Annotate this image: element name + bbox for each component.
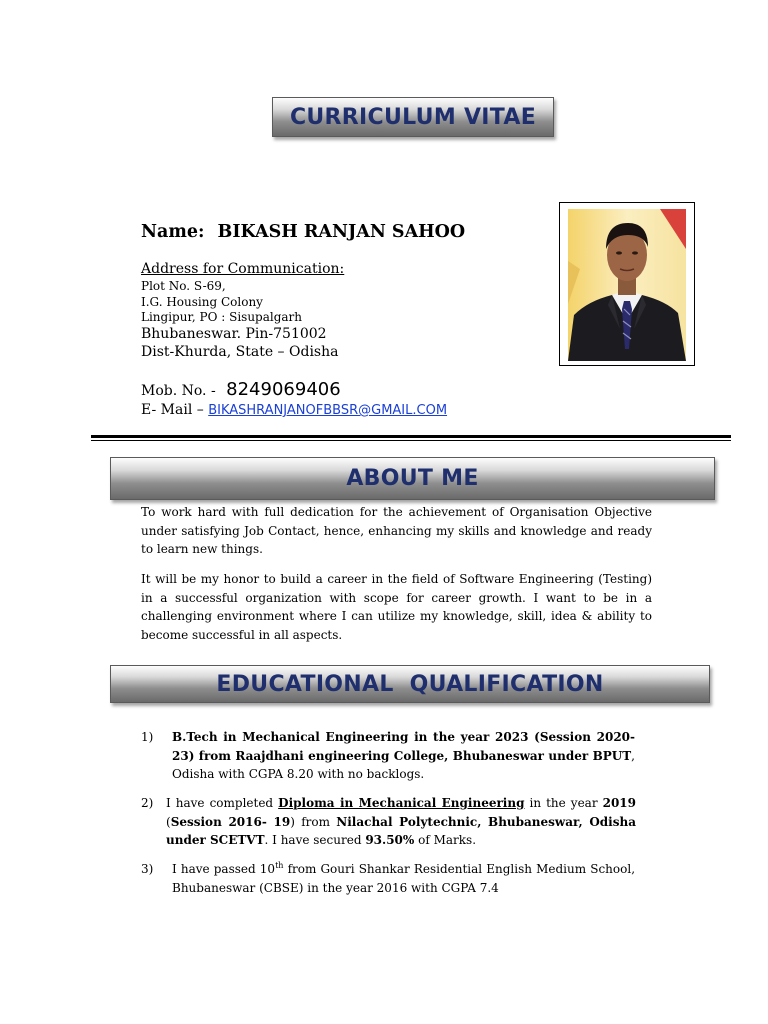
about-paragraph-1: To work hard with full dedication for the achievement of Organisation Objective under satisfying Job Contact, hence, enhancing my skills and knowledge and ready to learn new things. <box>141 505 652 556</box>
mobile-number: 8249069406 <box>226 379 341 400</box>
degree-btech-detail: , Odisha with CGPA 8.20 with no backlogs. <box>172 748 635 781</box>
address-line-state: Dist-Khurda, State – Odisha <box>141 344 339 360</box>
cv-title-banner <box>272 97 554 137</box>
diploma-session: Session 2016- 19 <box>170 814 291 829</box>
education-text <box>172 860 635 897</box>
about-banner <box>110 457 715 500</box>
email-label: E- Mail – <box>141 402 204 418</box>
list-number: 1) <box>141 730 154 744</box>
list-number: 3) <box>141 862 154 876</box>
address-line: I.G. Housing Colony <box>141 295 263 309</box>
diploma-score: 93.50% <box>365 833 415 847</box>
list-number: 2) <box>141 796 154 810</box>
diploma-year: 2019 <box>602 796 637 810</box>
text-fragment: ( <box>166 814 171 829</box>
text-fragment: in the year <box>524 796 603 810</box>
address-line-city: Bhubaneswar. Pin-751002 <box>141 326 327 342</box>
cv-title: CURRICULUM VITAE <box>289 104 537 130</box>
degree-btech: B.Tech in Mechanical Engineering in the year 2023 (Session 2020-23) from Raajdhani engineering College, Bhubaneswar under BPUT <box>172 730 635 763</box>
candidate-name: BIKASH RANJAN SAHOO <box>217 222 466 242</box>
about-paragraph-2: It will be my honor to build a career in the field of Software Engineering (Testing) in a successful organization with scope for career growth. I want to be in a challenging environment where I can utilize my knowledge, skill, idea & ability to become successful in all aspects. <box>141 572 652 642</box>
address-line: Lingipur, PO : Sisupalgarh <box>141 310 303 324</box>
text-fragment: I have passed 10 <box>172 862 276 876</box>
diploma-college: Nilachal Polytechnic, Bhubaneswar, Odisha under SCETVT <box>166 814 636 847</box>
diploma-name: Diploma in Mechanical Engineering <box>278 796 525 810</box>
profile-photo <box>568 209 686 361</box>
name-label: Name: <box>141 222 205 242</box>
section-divider-thin <box>91 440 731 441</box>
mobile-label: Mob. No. - <box>141 383 216 399</box>
section-divider-thick <box>91 435 731 438</box>
address-line: Plot No. S-69, <box>141 279 226 293</box>
profile-photo-frame <box>559 202 695 366</box>
mobile-line <box>141 379 341 400</box>
superscript: th <box>275 861 284 870</box>
education-text <box>166 794 636 850</box>
about-title: ABOUT ME <box>346 466 479 491</box>
education-text <box>172 728 635 784</box>
education-title: EDUCATIONAL QUALIFICATION <box>216 671 604 697</box>
address-heading: Address for Communication: <box>141 261 345 277</box>
text-fragment: ) from <box>290 814 337 829</box>
text-fragment: I have completed <box>166 796 279 810</box>
text-fragment: . I have secured <box>264 833 366 847</box>
text-fragment: from Gouri Shankar Residential English Medium School, Bhubaneswar (CBSE) in the year 2016 with CGPA 7.4 <box>172 862 636 895</box>
education-banner <box>110 665 710 703</box>
name-line <box>141 222 465 242</box>
email-link[interactable]: BIKASHRANJANOFBBSR@GMAIL.COM <box>208 403 448 418</box>
text-fragment: of Marks. <box>414 833 477 847</box>
email-line <box>141 402 447 418</box>
